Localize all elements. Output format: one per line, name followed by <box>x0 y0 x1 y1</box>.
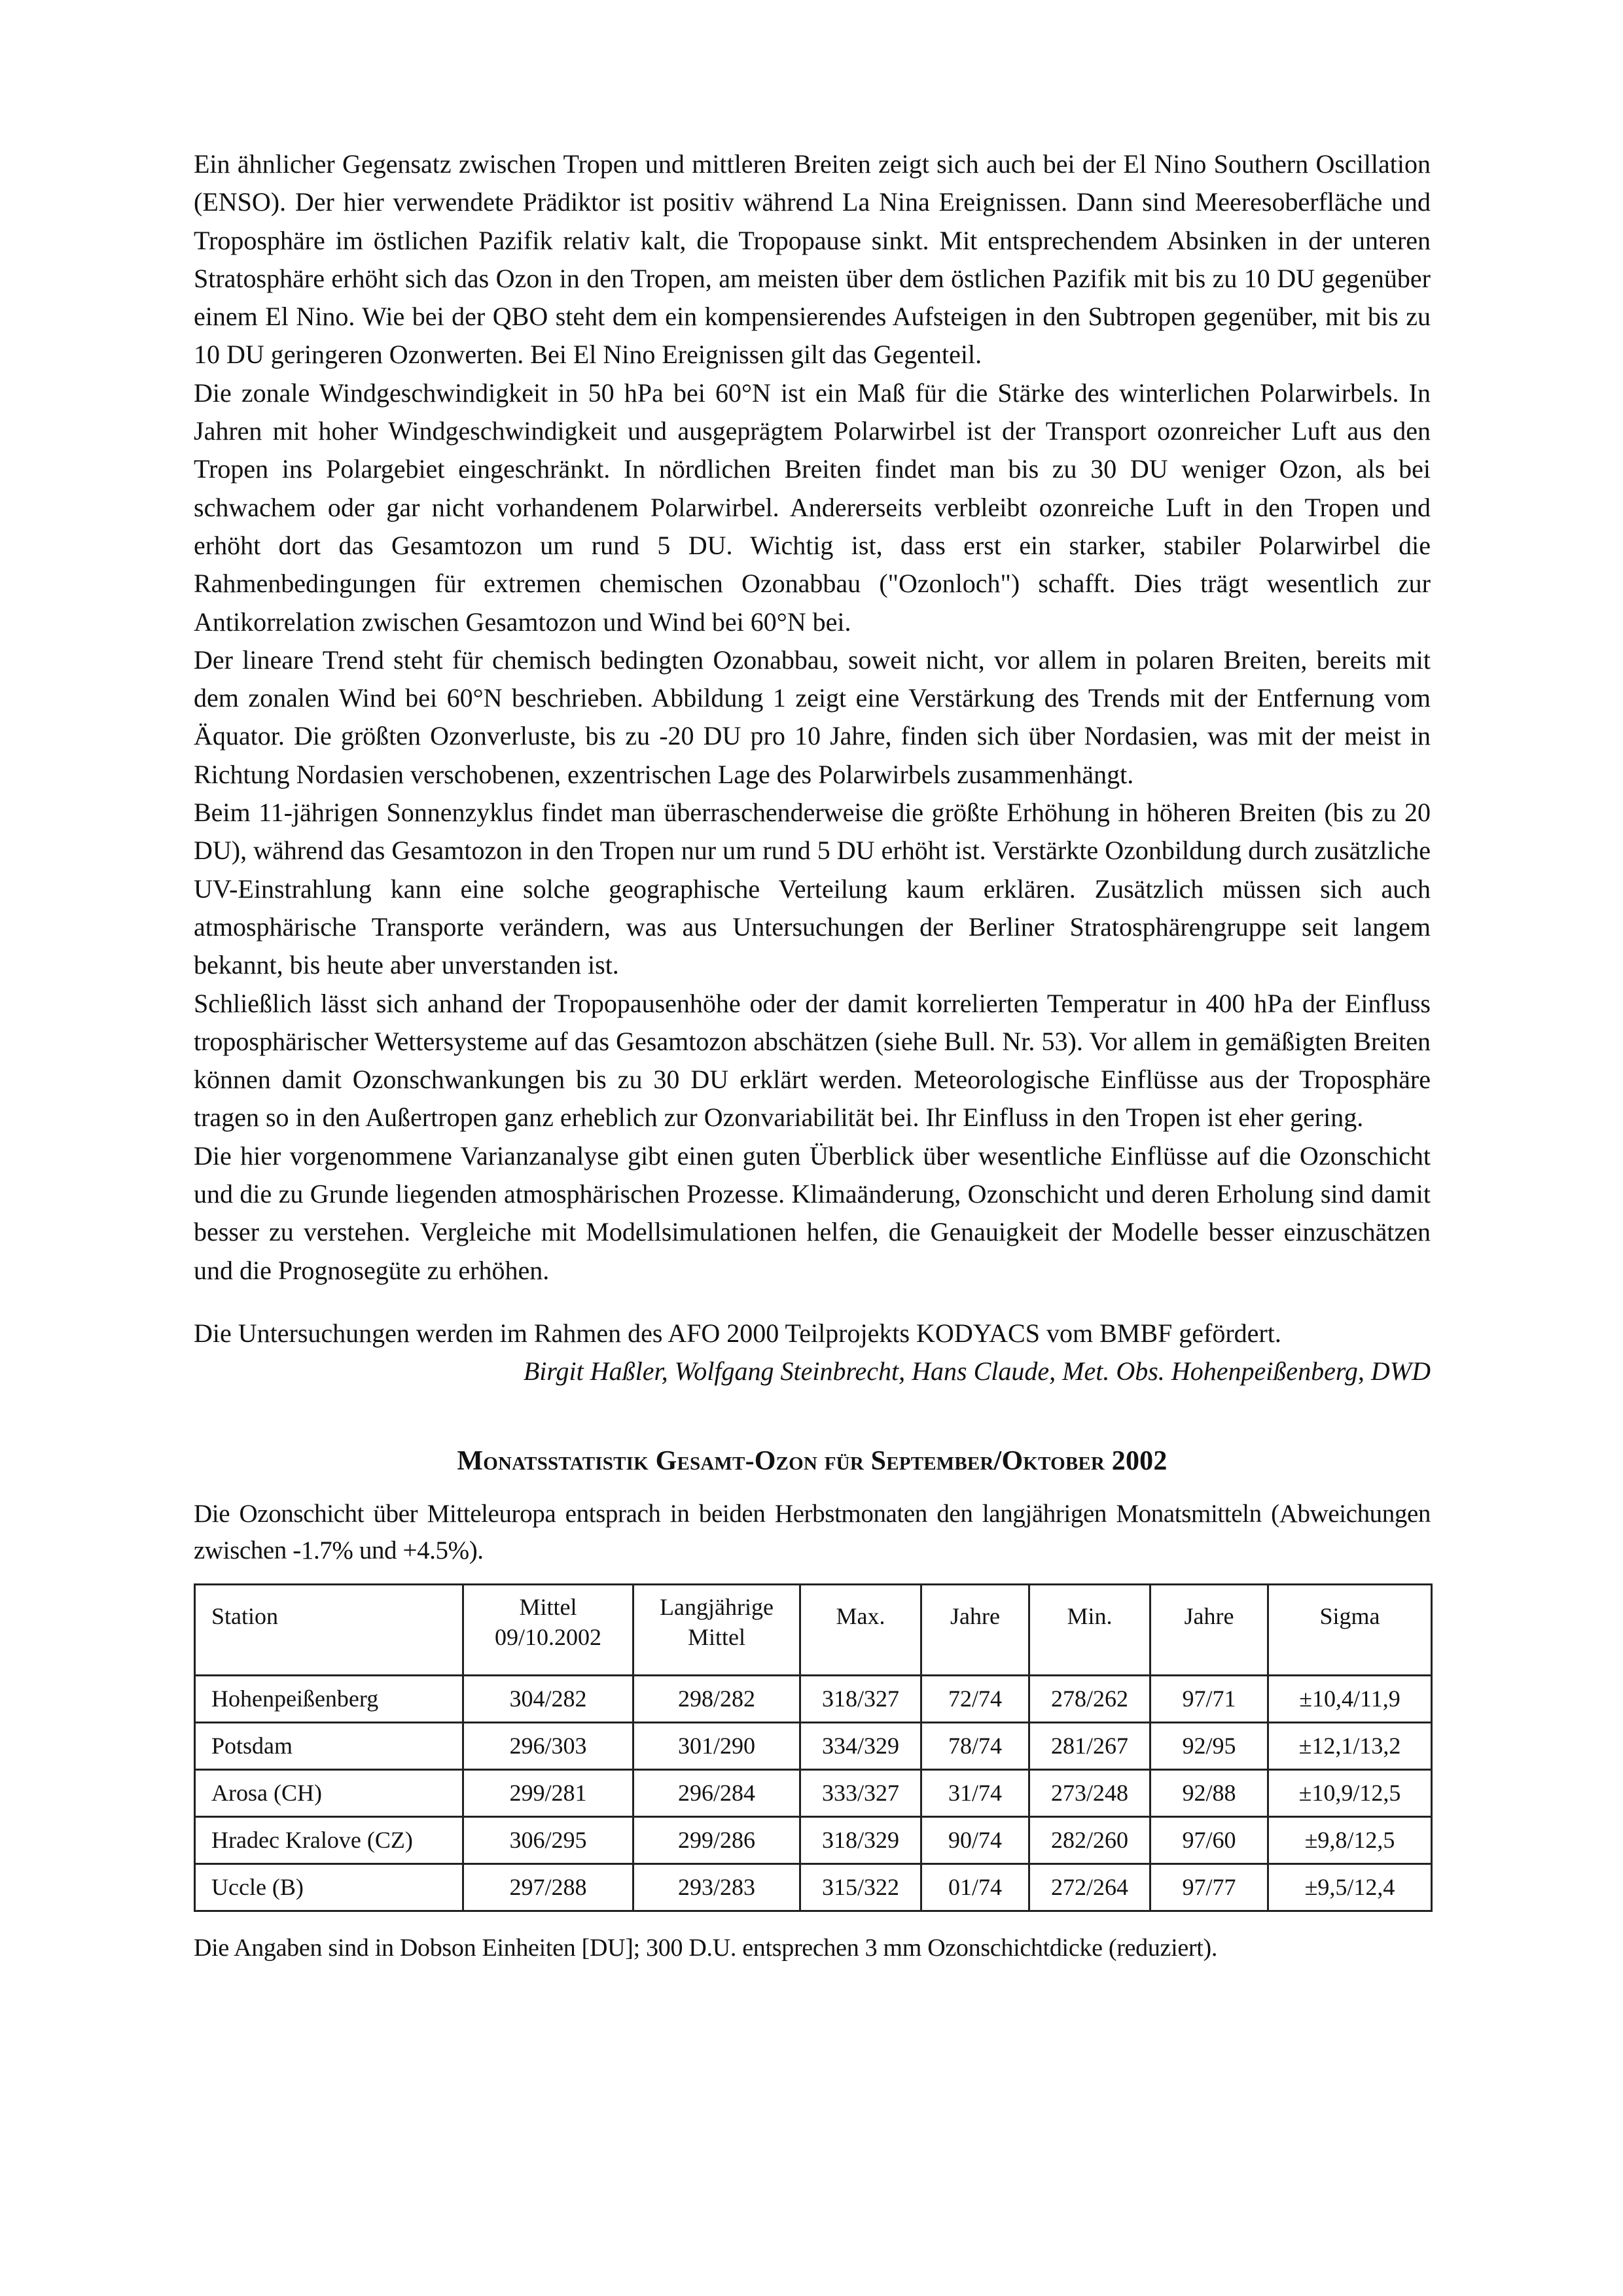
cell-station: Hradec Kralove (CZ) <box>195 1816 463 1863</box>
closing-block <box>194 1315 1431 1390</box>
table-row <box>195 1863 1432 1911</box>
paragraph-tropopause: Schließlich lässt sich anhand der Tropopausenhöhe oder der damit korrelierten Temperatur in 400 hPa der Einfluss troposphärischer Wettersysteme auf das Gesamtozon abschätzen (siehe Bull. Nr. 53). Vor allem in gemäßigten Breiten können damit Ozonschwankungen bis zu 30 DU erklärt werden. Meteorologische Einflüsse aus der Troposphäre tragen so in den Außertropen ganz erheblich zur Ozonvariabilität bei. Ihr Einfluss in den Tropen ist eher gering. <box>194 988 1431 1133</box>
table-row <box>195 1816 1432 1863</box>
cell-mittel: 304/282 <box>463 1675 633 1722</box>
table-row <box>195 1769 1432 1816</box>
header-mittel-line2: 09/10.2002 <box>494 1623 601 1650</box>
cell-station: Uccle (B) <box>195 1863 463 1911</box>
funding-note: Die Untersuchungen werden im Rahmen des AFO 2000 Teilprojekts KODYACS vom BMBF gefördert. <box>194 1318 1281 1348</box>
table-header-row <box>195 1584 1432 1675</box>
document-page <box>194 145 1431 1966</box>
section-intro: Die Ozonschicht über Mitteleuropa entsprach in beiden Herbstmonaten den langjährigen Monatsmitteln (Abweichungen zwischen -1.7% und +4.5%). <box>194 1499 1431 1564</box>
cell-jahre-min: 92/95 <box>1150 1722 1268 1769</box>
section-title: Monatsstatistik Gesamt-Ozon für September/Oktober 2002 <box>457 1445 1168 1476</box>
paragraph-conclusion: Die hier vorgenommene Varianzanalyse gibt einen guten Überblick über wesentliche Einflüsse auf die Ozonschicht und die zu Grunde liegenden atmosphärischen Prozesse. Klimaänderung, Ozonschicht und deren Erholung sind damit besser zu verstehen. Vergleiche mit Modellsimulationen helfen, die Genauigkeit der Modelle besser einzuschätzen und die Prognosegüte zu erhöhen. <box>194 1140 1431 1285</box>
header-langjaehrig-line1: Langjährige <box>660 1593 774 1620</box>
cell-station: Potsdam <box>195 1722 463 1769</box>
ozone-statistics-table <box>194 1583 1433 1912</box>
header-sigma: Sigma <box>1268 1584 1432 1675</box>
cell-max: 334/329 <box>800 1722 921 1769</box>
cell-sigma: ±12,1/13,2 <box>1268 1722 1432 1769</box>
cell-sigma: ±10,9/12,5 <box>1268 1769 1432 1816</box>
cell-jahre-min: 92/88 <box>1150 1769 1268 1816</box>
cell-mittel: 297/288 <box>463 1863 633 1911</box>
header-mittel-line1: Mittel <box>519 1593 577 1620</box>
cell-langjaehrig: 298/282 <box>633 1675 800 1722</box>
table-footnote: Die Angaben sind in Dobson Einheiten [DU]; 300 D.U. entsprechen 3 mm Ozonschichtdicke (reduziert). <box>194 1934 1218 1962</box>
paragraph-solar-cycle: Beim 11-jährigen Sonnenzyklus findet man überraschenderweise die größte Erhöhung in höheren Breiten (bis zu 20 DU), während das Gesamtozon in den Tropen nur um rund 5 DU erhöht ist. Verstärkte Ozonbildung durch zusätzliche UV-Einstrahlung kann eine solche geographische Verteilung kaum erklären. Zusätzlich müssen sich auch atmosphärische Transporte verändern, was aus Untersuchungen der Berliner Stratosphärengruppe seit langem bekannt, bis heute aber unverstanden ist. <box>194 798 1431 980</box>
cell-sigma: ±9,5/12,4 <box>1268 1863 1432 1911</box>
header-langjaehrig <box>633 1584 800 1675</box>
paragraph-polar-vortex: Die zonale Windgeschwindigkeit in 50 hPa bei 60°N ist ein Maß für die Stärke des winterlichen Polarwirbels. In Jahren mit hoher Windgeschwindigkeit und ausgeprägtem Polarwirbel ist der Transport ozonreicher Luft aus den Tropen ins Polargebiet eingeschränkt. In nördlichen Breiten findet man bis zu 30 DU weniger Ozon, als bei schwachem oder gar nicht vorhandenem Polarwirbel. Andererseits verbleibt ozonreiche Luft in den Tropen und erhöht dort das Gesamtozon um rund 5 DU. Wichtig ist, dass erst ein starker, stabiler Polarwirbel die Rahmenbedingungen für extremen chemischen Ozonabbau ("Ozonloch") schafft. Dies trägt wesentlich zur Antikorrelation zwischen Gesamtozon und Wind bei 60°N bei. <box>194 378 1431 637</box>
header-mittel <box>463 1584 633 1675</box>
header-station: Station <box>195 1584 463 1675</box>
header-max: Max. <box>800 1584 921 1675</box>
cell-min: 282/260 <box>1029 1816 1150 1863</box>
body-text <box>194 145 1431 1290</box>
cell-station: Arosa (CH) <box>195 1769 463 1816</box>
cell-max: 315/322 <box>800 1863 921 1911</box>
cell-langjaehrig: 301/290 <box>633 1722 800 1769</box>
cell-mittel: 296/303 <box>463 1722 633 1769</box>
cell-jahre-max: 90/74 <box>921 1816 1029 1863</box>
cell-jahre-max: 78/74 <box>921 1722 1029 1769</box>
cell-jahre-max: 01/74 <box>921 1863 1029 1911</box>
cell-min: 273/248 <box>1029 1769 1150 1816</box>
cell-jahre-max: 31/74 <box>921 1769 1029 1816</box>
table-row <box>195 1675 1432 1722</box>
cell-jahre-min: 97/71 <box>1150 1675 1268 1722</box>
cell-mittel: 306/295 <box>463 1816 633 1863</box>
cell-langjaehrig: 293/283 <box>633 1863 800 1911</box>
cell-jahre-min: 97/60 <box>1150 1816 1268 1863</box>
cell-min: 272/264 <box>1029 1863 1150 1911</box>
paragraph-enso: Ein ähnlicher Gegensatz zwischen Tropen und mittleren Breiten zeigt sich auch bei der El Nino Southern Oscillation (ENSO). Der hier verwendete Prädiktor ist positiv während La Nina Ereignissen. Dann sind Meeresoberfläche und Troposphäre im östlichen Pazifik relativ kalt, die Tropopause sinkt. Mit entsprechendem Absinken in der unteren Stratosphäre erhöht sich das Ozon in den Tropen, am meisten über dem östlichen Pazifik mit bis zu 10 DU gegenüber einem El Nino. Wie bei der QBO steht dem ein kompensierendes Aufsteigen in den Subtropen gegenüber, mit bis zu 10 DU geringeren Ozonwerten. Bei El Nino Ereignissen gilt das Gegenteil. <box>194 149 1431 370</box>
cell-langjaehrig: 299/286 <box>633 1816 800 1863</box>
cell-station: Hohenpeißenberg <box>195 1675 463 1722</box>
cell-jahre-max: 72/74 <box>921 1675 1029 1722</box>
cell-langjaehrig: 296/284 <box>633 1769 800 1816</box>
cell-min: 278/262 <box>1029 1675 1150 1722</box>
header-langjaehrig-line2: Mittel <box>688 1623 745 1650</box>
cell-jahre-min: 97/77 <box>1150 1863 1268 1911</box>
author-line: Birgit Haßler, Wolfgang Steinbrecht, Hans Claude, Met. Obs. Hohenpeißenberg, DWD <box>523 1356 1431 1386</box>
header-jahre-max: Jahre <box>921 1584 1029 1675</box>
header-jahre-min: Jahre <box>1150 1584 1268 1675</box>
cell-max: 318/329 <box>800 1816 921 1863</box>
header-min: Min. <box>1029 1584 1150 1675</box>
cell-max: 333/327 <box>800 1769 921 1816</box>
cell-sigma: ±9,8/12,5 <box>1268 1816 1432 1863</box>
table-row <box>195 1722 1432 1769</box>
cell-mittel: 299/281 <box>463 1769 633 1816</box>
cell-sigma: ±10,4/11,9 <box>1268 1675 1432 1722</box>
paragraph-linear-trend: Der lineare Trend steht für chemisch bedingten Ozonabbau, soweit nicht, vor allem in polaren Breiten, bereits mit dem zonalen Wind bei 60°N beschrieben. Abbildung 1 zeigt eine Verstärkung des Trends mit der Entfernung vom Äquator. Die größten Ozonverluste, bis zu -20 DU pro 10 Jahre, finden sich über Nordasien, was mit der meist in Richtung Nordasien verschobenen, exzentrischen Lage des Polarwirbels zusammenhängt. <box>194 645 1431 789</box>
cell-max: 318/327 <box>800 1675 921 1722</box>
cell-min: 281/267 <box>1029 1722 1150 1769</box>
